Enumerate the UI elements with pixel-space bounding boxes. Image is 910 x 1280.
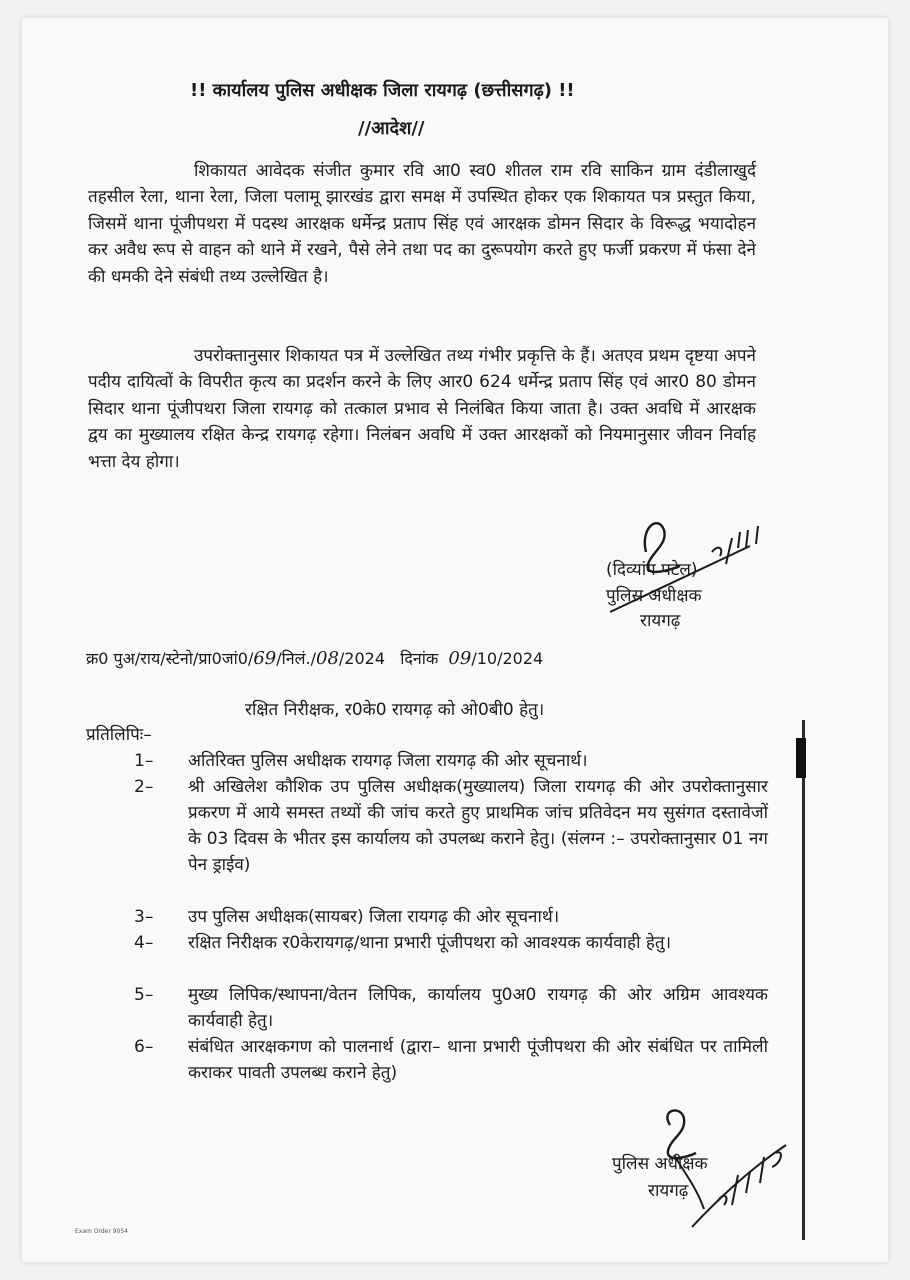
copy-item-number: 1– <box>134 751 154 771</box>
order-paragraph-2: उपरोक्तानुसार शिकायत पत्र में उल्लेखित तथ्य गंभीर प्रकृत्ति के हैं। अतएव प्रथम दृष्टया अपने पदीय दायित्वों के विपरीत कृत्य का प्रदर्शन करने के लिए आर0 624 धर्मेन्द्र प्रताप सिंह एवं आर0 80 डोमन सिदार थाना पूंजीपथरा जिला रायगढ़ को तत्काल प्रभाव से निलंबित किया जाता है। उक्त अवधि में आरक्षक द्वय का मुख्यालय रक्षित केन्द्र रायगढ़ रहेगा। निलंबन अवधि में उक्त आरक्षकों को नियमानुसार जीवन निर्वाह भत्ता देय होगा। <box>88 346 756 472</box>
signatory-designation-2: पुलिस अधीक्षक <box>612 1154 708 1174</box>
date-label: दिनांक <box>400 649 439 668</box>
copy-item-number: 3– <box>134 907 154 927</box>
copy-item-number: 6– <box>134 1037 154 1057</box>
reference-prefix: क्र0 पुअ/राय/स्टेनो/प्रा0जां0/ <box>86 649 254 668</box>
copy-item-number: 4– <box>134 933 154 953</box>
copy-item-text: मुख्य लिपिक/स्थापना/वेतन लिपिक, कार्यालय पु0अ0 रायगढ़ की ओर अग्रिम आवश्यक कार्यवाही हेतु। <box>188 985 768 1031</box>
reference-part: 08 <box>316 648 339 669</box>
copy-item-number: 2– <box>134 777 154 797</box>
date-day: 09 <box>448 648 472 669</box>
date-rest: /10/2024 <box>471 649 544 668</box>
copy-item-text: उप पुलिस अधीक्षक(सायबर) जिला रायगढ़ की ओर सूचनार्थ। <box>188 907 560 927</box>
copy-label: प्रतिलिपिः– <box>86 725 152 745</box>
reference-number-line <box>86 648 543 670</box>
signatory-designation-1: पुलिस अधीक्षक <box>606 586 702 606</box>
copy-item-number: 5– <box>134 985 154 1005</box>
reference-year: /2024 <box>338 649 386 668</box>
reference-no: 69 <box>253 648 277 669</box>
office-title: !! कार्यालय पुलिस अधीक्षक जिला रायगढ़ (छत्तीसगढ़) !! <box>190 80 575 101</box>
order-title: //आदेश// <box>358 118 425 139</box>
signatory-place-1: रायगढ़ <box>640 611 681 631</box>
signatory-place-2: रायगढ़ <box>648 1181 689 1201</box>
reference-mid: /निलं./ <box>276 649 316 668</box>
signatory-name-1: (दिव्यांग पटेल) <box>606 560 698 580</box>
order-paragraph-1: शिकायत आवेदक संजीत कुमार रवि आ0 स्व0 शीतल राम रवि साकिन ग्राम दंडीलाखुर्द तहसील रेला, थाना रेला, जिला पलामू झारखंड द्वारा समक्ष में उपस्थित होकर एक शिकायत पत्र प्रस्तुत किया, जिसमें थाना पूंजीपथरा में पदस्थ आरक्षक धर्मेन्द्र प्रताप सिंह एवं आरक्षक डोमन सिदार के विरूद्ध भयादोहन कर अवैध रूप से वाहन को थाने में रखने, पैसे लेने तथा पद का दुरूपयोग करते हुए फर्जी प्रकरण में फंसा देने की धमकी देने संबंधी तथ्य उल्लेखित है। <box>88 161 756 287</box>
scan-edge-line <box>802 720 805 1240</box>
copy-item-text: संबंधित आरक्षकगण को पालनार्थ (द्वारा– थाना प्रभारी पूंजीपथरा की ओर संबंधित पर तामिली कराकर पावती उपलब्ध कराने हेतु) <box>188 1037 768 1083</box>
scan-edge-mark <box>796 738 806 778</box>
copy-item-text: रक्षित निरीक्षक र0केरायगढ़/थाना प्रभारी पूंजीपथरा को आवश्यक कार्यवाही हेतु। <box>188 933 672 953</box>
footer-note: Exam Order 9054 <box>75 1228 128 1235</box>
copy-item-text: श्री अखिलेश कौशिक उप पुलिस अधीक्षक(मुख्यालय) जिला रायगढ़ की ओर उपरोक्तानुसार प्रकरण में आये समस्त तथ्यों की जांच करते हुए प्राथमिक जांच प्रतिवेदन मय सुसंगत दस्तावेजों के 03 दिवस के भीतर इस कार्यालय को उपलब्ध कराने हेतु। (संलग्न :– उपरोक्तानुसार 01 नग पेन ड्राईव) <box>188 777 768 875</box>
addressee-line: रक्षित निरीक्षक, र0के0 रायगढ़ को ओ0बी0 हेतु। <box>245 700 545 720</box>
copy-item-text: अतिरिक्त पुलिस अधीक्षक रायगढ़ जिला रायगढ़ की ओर सूचनार्थ। <box>188 751 588 771</box>
